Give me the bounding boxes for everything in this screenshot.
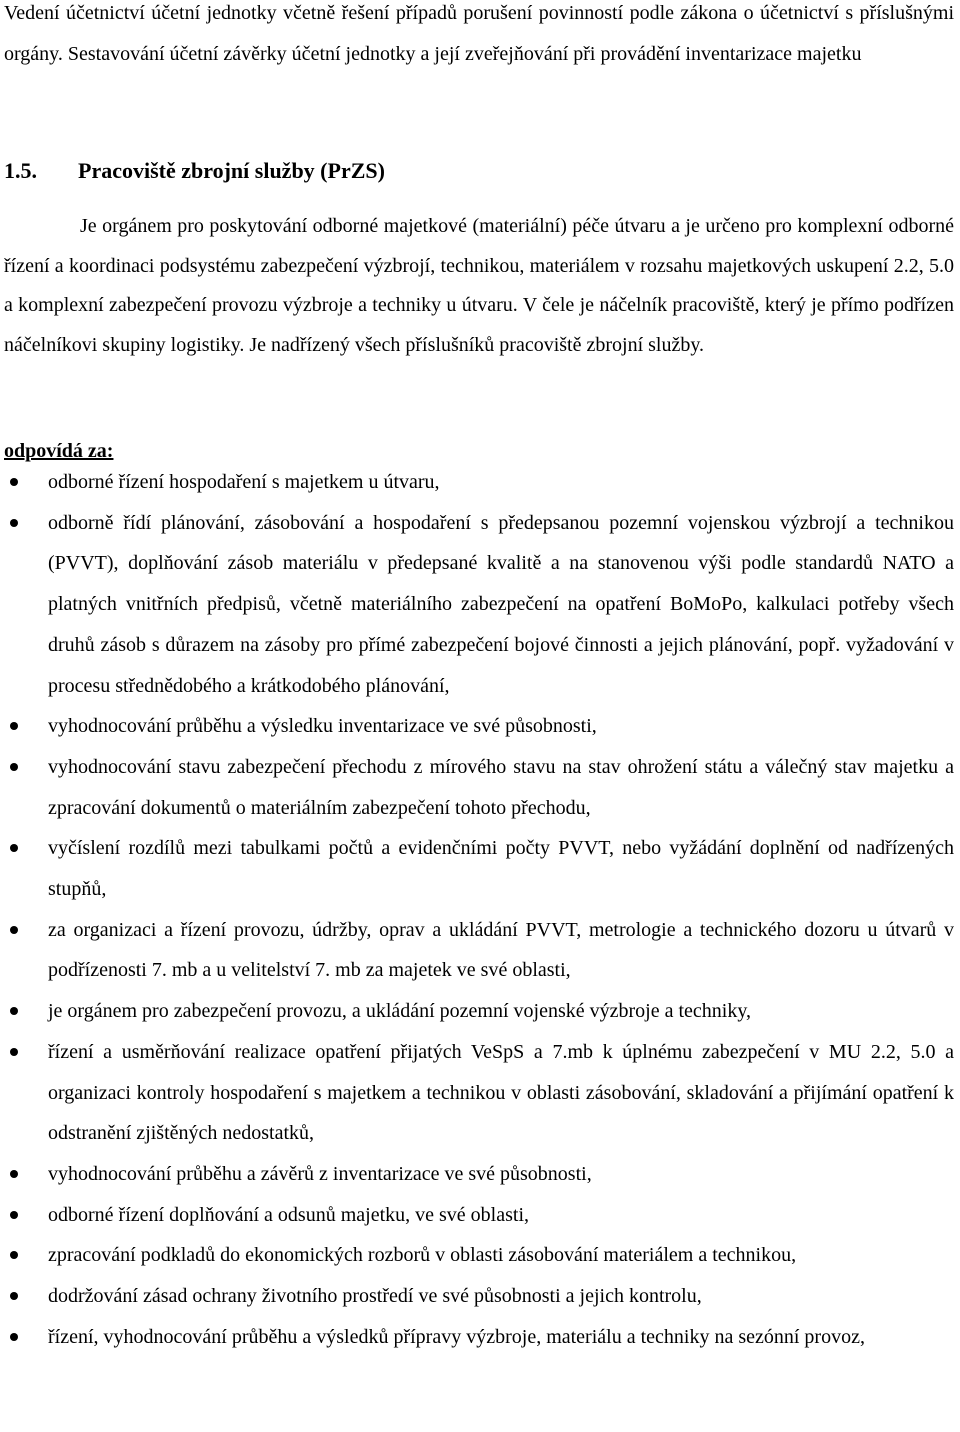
list-item-text: vyhodnocování stavu zabezpečení přechodu z mírového stavu na stav ohrožení státu a válečný stav majetku a zpracování dokumentů o materiálním zabezpečení tohoto přechodu, (48, 755, 954, 819)
list-item (4, 1317, 954, 1358)
bullet-icon (10, 1333, 18, 1341)
list-item-text: vyhodnocování průběhu a závěrů z inventarizace ve své působnosti, (48, 1162, 592, 1185)
list-item (4, 747, 954, 828)
list-item-text: řízení a usměrňování realizace opatření přijatých VeSpS a 7.mb k úplnému zabezpečení v MU 2.2, 5.0 a organizaci kontroly hospodaření s majetkem a technikou v oblasti zásobování, skladování a přijímání opatření k odstranění zjištěných nedostatků, (48, 1040, 954, 1145)
list-item-text: řízení, vyhodnocování průběhu a výsledků přípravy výzbroje, materiálu a techniky na sezónní provoz, (48, 1325, 865, 1348)
list-item (4, 1032, 954, 1154)
list-item-text: vyhodnocování průběhu a výsledku inventarizace ve své působnosti, (48, 715, 597, 738)
bullet-icon (10, 1292, 18, 1300)
bullet-icon (10, 844, 18, 852)
bullet-icon (10, 478, 18, 486)
list-item-text: vyčíslení rozdílů mezi tabulkami počtů a evidenčními počty PVVT, nebo vyžádání doplnění od nadřízených stupňů, (48, 837, 954, 901)
list-item (4, 1195, 954, 1236)
list-item (4, 1276, 954, 1317)
bullet-icon (10, 1251, 18, 1259)
bullet-icon (10, 1007, 18, 1015)
list-item-text: je orgánem pro zabezpečení provozu, a ukládání pozemní vojenské výzbroje a techniky, (48, 1000, 752, 1023)
list-item (4, 1154, 954, 1195)
list-item-text: za organizaci a řízení provozu, údržby, oprav a ukládání PVVT, metrologie a technického dozoru u útvarů v podřízenosti 7. mb a u velitelství 7. mb za majetek ve své oblasti, (48, 918, 954, 982)
list-item-text: odborně řídí plánování, zásobování a hospodaření s předepsanou pozemní vojenskou výzbrojí a technikou (PVVT), doplňování zásob materiálu v předepsané kvalitě a na stanovenou výši podle standardů NATO a platných vnitřních předpisů, včetně materiálního zabezpečení na opatření BoMoPo, kalkulaci potřeby všech druhů zásob s důrazem na zásoby pro přímé zabezpečení bojové činnosti a jejich plánování, popř. vyžadování v procesu střednědobého a krátkodobého plánování, (48, 511, 954, 697)
list-item (4, 706, 954, 747)
list-item (4, 503, 954, 707)
list-item-text: odborné řízení hospodaření s majetkem u útvaru, (48, 471, 440, 493)
bullet-icon (10, 926, 18, 934)
intro-paragraph: Vedení účetnictví účetní jednotky včetně řešení případů porušení povinností podle zákona o účetnictví s příslušnými orgány. Sestavování účetní závěrky účetní jednotky a její zveřejňování při provádění inventarizace majetku (4, 2, 954, 65)
bullet-icon (10, 1170, 18, 1178)
bullet-icon (10, 519, 18, 527)
section-heading (4, 153, 385, 189)
section-paragraph: Je orgánem pro poskytování odborné majetkové (materiální) péče útvaru a je určeno pro komplexní odborné řízení a koordinaci podsystému zabezpečení výzbrojí, technikou, materiálem v rozsahu majetkových uskupení 2.2, 5.0 a komplexní zabezpečení provozu výzbroje a techniky u útvaru. V čele je náčelník pracoviště, který je přímo podřízen náčelníkovi skupiny logistiky. Je nadřízený všech příslušníků pracoviště zbrojní služby. (4, 215, 954, 356)
list-item (4, 910, 954, 991)
bullet-icon (10, 1211, 18, 1219)
list-item-text: dodržování zásad ochrany životního prostředí ve své působnosti a jejich kontrolu, (48, 1285, 702, 1308)
bullet-icon (10, 763, 18, 771)
list-item-text: zpracování podkladů do ekonomických rozborů v oblasti zásobování materiálem a technikou, (48, 1244, 797, 1267)
list-item (4, 462, 954, 503)
responsibilities-list (4, 462, 954, 1357)
section-number: 1.5. (4, 158, 37, 183)
list-item-text: odborné řízení doplňování a odsunů majetku, ve své oblasti, (48, 1203, 530, 1226)
bullet-icon (10, 722, 18, 730)
list-item (4, 828, 954, 909)
section-title: Pracoviště zbrojní služby (PrZS) (78, 158, 385, 183)
list-item (4, 1235, 954, 1276)
bullet-icon (10, 1048, 18, 1056)
list-item (4, 991, 954, 1032)
responsibilities-label: odpovídá za: (4, 440, 114, 462)
